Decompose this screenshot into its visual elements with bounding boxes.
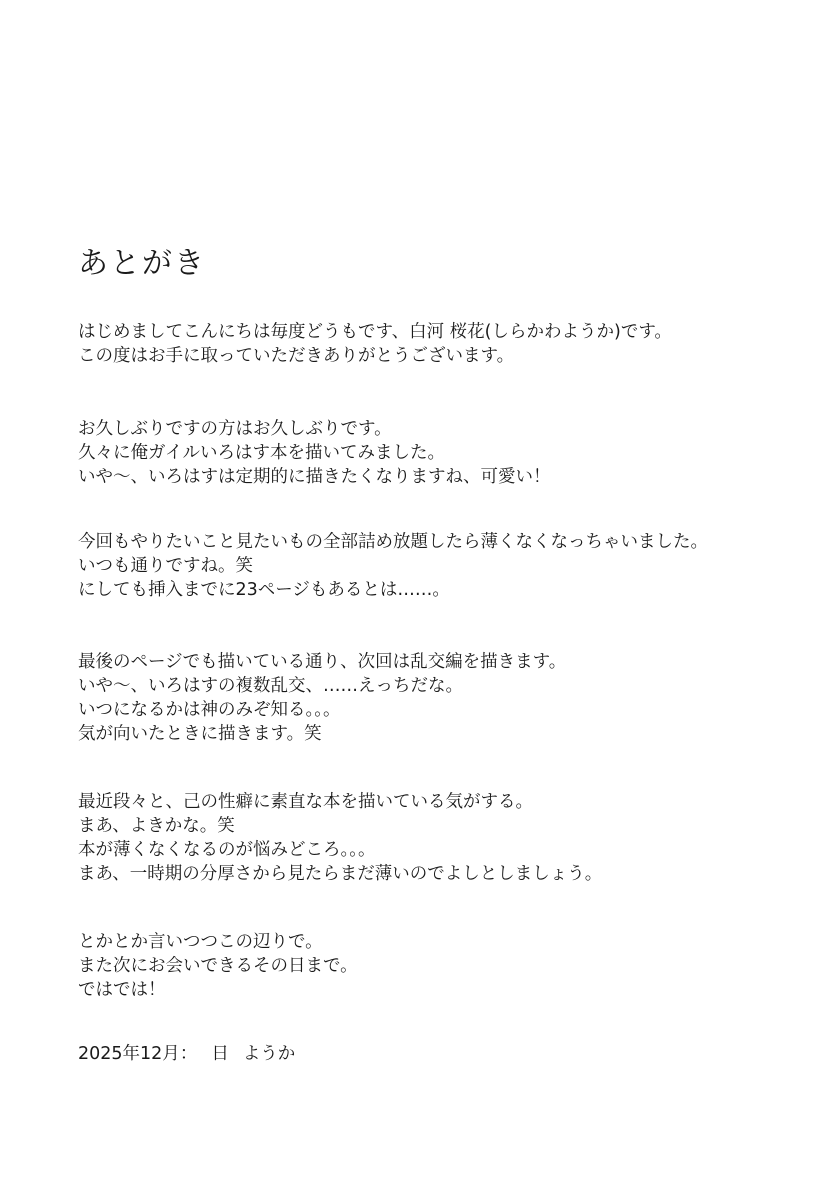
text-line: いつも通りですね。笑 [78,556,253,576]
text-line: 久々に俺ガイルいろはす本を描いてみました。 [78,443,445,463]
text-line: この度はお手に取っていただきありがとうございます。 [78,346,515,366]
text-line: はじめましてこんにちは毎度どうもです、白河 桜花(しらかわようか)です。 [78,322,672,342]
text-line: 本が薄くなくなるのが悩みどころ。。。 [78,840,376,860]
text-line: お久しぶりですの方はお久しぶりです。 [78,419,392,439]
page-title: あとがき [78,246,206,281]
text-line: 最近段々と、己の性癖に素直な本を描いている気がする。 [78,792,533,812]
text-line: とかとか言いつつこの辺りで。 [78,932,323,952]
text-line: にしても挿入までに23ページもあるとは……。 [78,580,450,600]
text-line: 最後のページでも描いている通り、次回は乱交編を描きます。 [78,652,567,672]
text-line: 気が向いたときに描きます。笑 [78,724,322,744]
text-line: いや～、いろはすは定期的に描きたくなりますね、可愛い！ [78,467,551,487]
text-line: いつになるかは神のみぞ知る。。。 [78,700,341,720]
text-line: 今回もやりたいこと見たいもの全部詰め放題したら薄くなくなっちゃいました。 [78,532,708,552]
paragraph-long-time [78,417,551,489]
paragraph-greeting [78,320,672,368]
text-line: まあ、よきかな。笑 [78,816,235,836]
paragraph-recently [78,790,602,886]
paragraph-next-time [78,650,566,746]
signature-day-fragment: ： [179,1044,198,1064]
signature-date: 2025年12月 [78,1044,180,1064]
text-line: また次にお会いできるその日まで。 [78,956,358,976]
paragraph-this-time [78,530,708,602]
signature [78,1042,295,1066]
text-line: いや～、いろはすの複数乱交、……えっちだな。 [78,676,463,696]
text-line: まあ、一時期の分厚さから見たらまだ薄いのでよしとしましょう。 [78,864,603,884]
paragraph-closing [78,930,358,1002]
signature-author: ようか [242,1044,296,1064]
signature-day-suffix: 日 [211,1044,229,1064]
text-line: ではでは！ [78,980,166,1000]
